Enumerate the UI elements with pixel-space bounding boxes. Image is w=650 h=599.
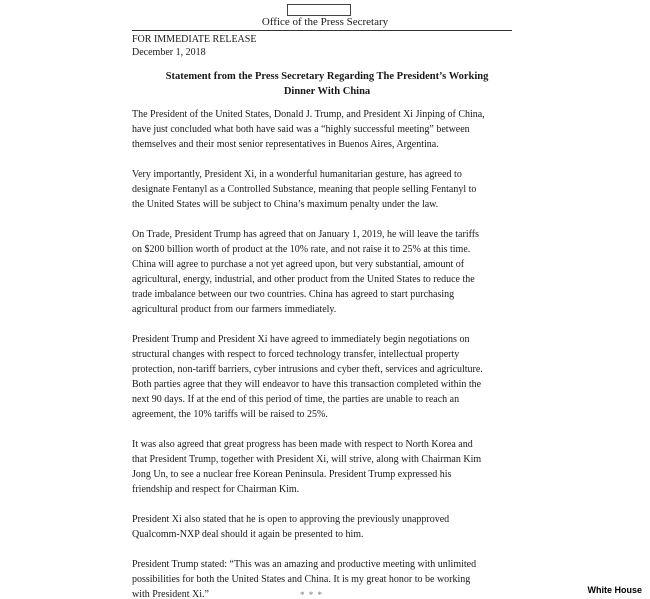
paragraph-line: Both parties agree that they will endeavor to have this transaction completed within the	[132, 379, 482, 390]
release-date: December 1, 2018	[132, 47, 206, 58]
paragraph-line: themselves and their most senior representatives in Buenos Aires, Argentina.	[132, 139, 439, 150]
end-mark: * * *	[300, 590, 323, 599]
paragraph-line: designate Fentanyl as a Controlled Substance, meaning that people selling Fentanyl to	[132, 184, 477, 195]
source-watermark: White House	[587, 585, 642, 595]
paragraph-line: trade imbalance between our two countries. China has agreed to start purchasing	[132, 289, 455, 300]
paragraph-line: that President Trump, together with President Xi, will strive, along with Chairman Kim	[132, 454, 482, 465]
paragraph-6	[132, 512, 522, 542]
paragraph-line: President Xi also stated that he is open to approving the previously unapproved	[132, 514, 450, 525]
title-line-2: Dinner With China	[283, 86, 371, 97]
title-line-1: Statement from the Press Secretary Regarding The President’s Working	[165, 71, 489, 82]
paragraph-3	[132, 227, 522, 317]
statement-title	[132, 69, 522, 99]
letterhead-seal-box	[287, 4, 351, 16]
header-divider	[132, 30, 512, 31]
paragraph-2	[132, 167, 522, 212]
paragraph-line: possibilities for both the United States and China. It is my great honor to be working	[132, 574, 471, 585]
paragraph-line: China will agree to purchase a not yet agreed upon, but very substantial, amount of	[132, 259, 465, 270]
paragraph-line: protection, non-tariff barriers, cyber intrusions and cyber theft, services and agriculture.	[132, 364, 483, 375]
statement-body	[132, 107, 522, 599]
release-meta	[132, 33, 256, 59]
paragraph-line: with President Xi.”	[132, 589, 209, 599]
paragraph-line: President Trump and President Xi have agreed to immediately begin negotiations on	[132, 334, 470, 345]
paragraph-4	[132, 332, 522, 422]
paragraph-line: Qualcomm-NXP deal should it again be presented to him.	[132, 529, 364, 540]
office-heading: Office of the Press Secretary	[261, 16, 389, 28]
paragraph-line: on $200 billion worth of product at the 10% rate, and not raise it to 25% at this time.	[132, 244, 471, 255]
release-label: FOR IMMEDIATE RELEASE	[132, 34, 257, 45]
paragraph-line: agricultural product from our farmers immediately.	[132, 304, 337, 315]
paragraph-line: the United States will be subject to China’s maximum penalty under the law.	[132, 199, 439, 210]
paragraph-line: have just concluded what both have said was a “highly successful meeting” between	[132, 124, 470, 135]
paragraph-line: friendship and respect for Chairman Kim.	[132, 484, 300, 495]
paragraph-line: The President of the United States, Donald J. Trump, and President Xi Jinping of China,	[132, 109, 485, 120]
paragraph-line: President Trump stated: “This was an amazing and productive meeting with unlimited	[132, 559, 477, 570]
paragraph-7	[132, 557, 522, 599]
paragraph-line: agreement, the 10% tariffs will be raised to 25%.	[132, 409, 328, 420]
paragraph-line: Jong Un, to see a nuclear free Korean Peninsula. President Trump expressed his	[132, 469, 452, 480]
paragraph-line: next 90 days. If at the end of this period of time, the parties are unable to reach an	[132, 394, 460, 405]
paragraph-line: On Trade, President Trump has agreed that on January 1, 2019, he will leave the tariffs	[132, 229, 479, 240]
paragraph-line: Very importantly, President Xi, in a wonderful humanitarian gesture, has agreed to	[132, 169, 462, 180]
paragraph-line: agricultural, energy, industrial, and other product from the United States to reduce the	[132, 274, 475, 285]
paragraph-1	[132, 107, 522, 152]
paragraph-line: structural changes with respect to forced technology transfer, intellectual property	[132, 349, 460, 360]
paragraph-line: It was also agreed that great progress has been made with respect to North Korea and	[132, 439, 473, 450]
paragraph-5	[132, 437, 522, 497]
